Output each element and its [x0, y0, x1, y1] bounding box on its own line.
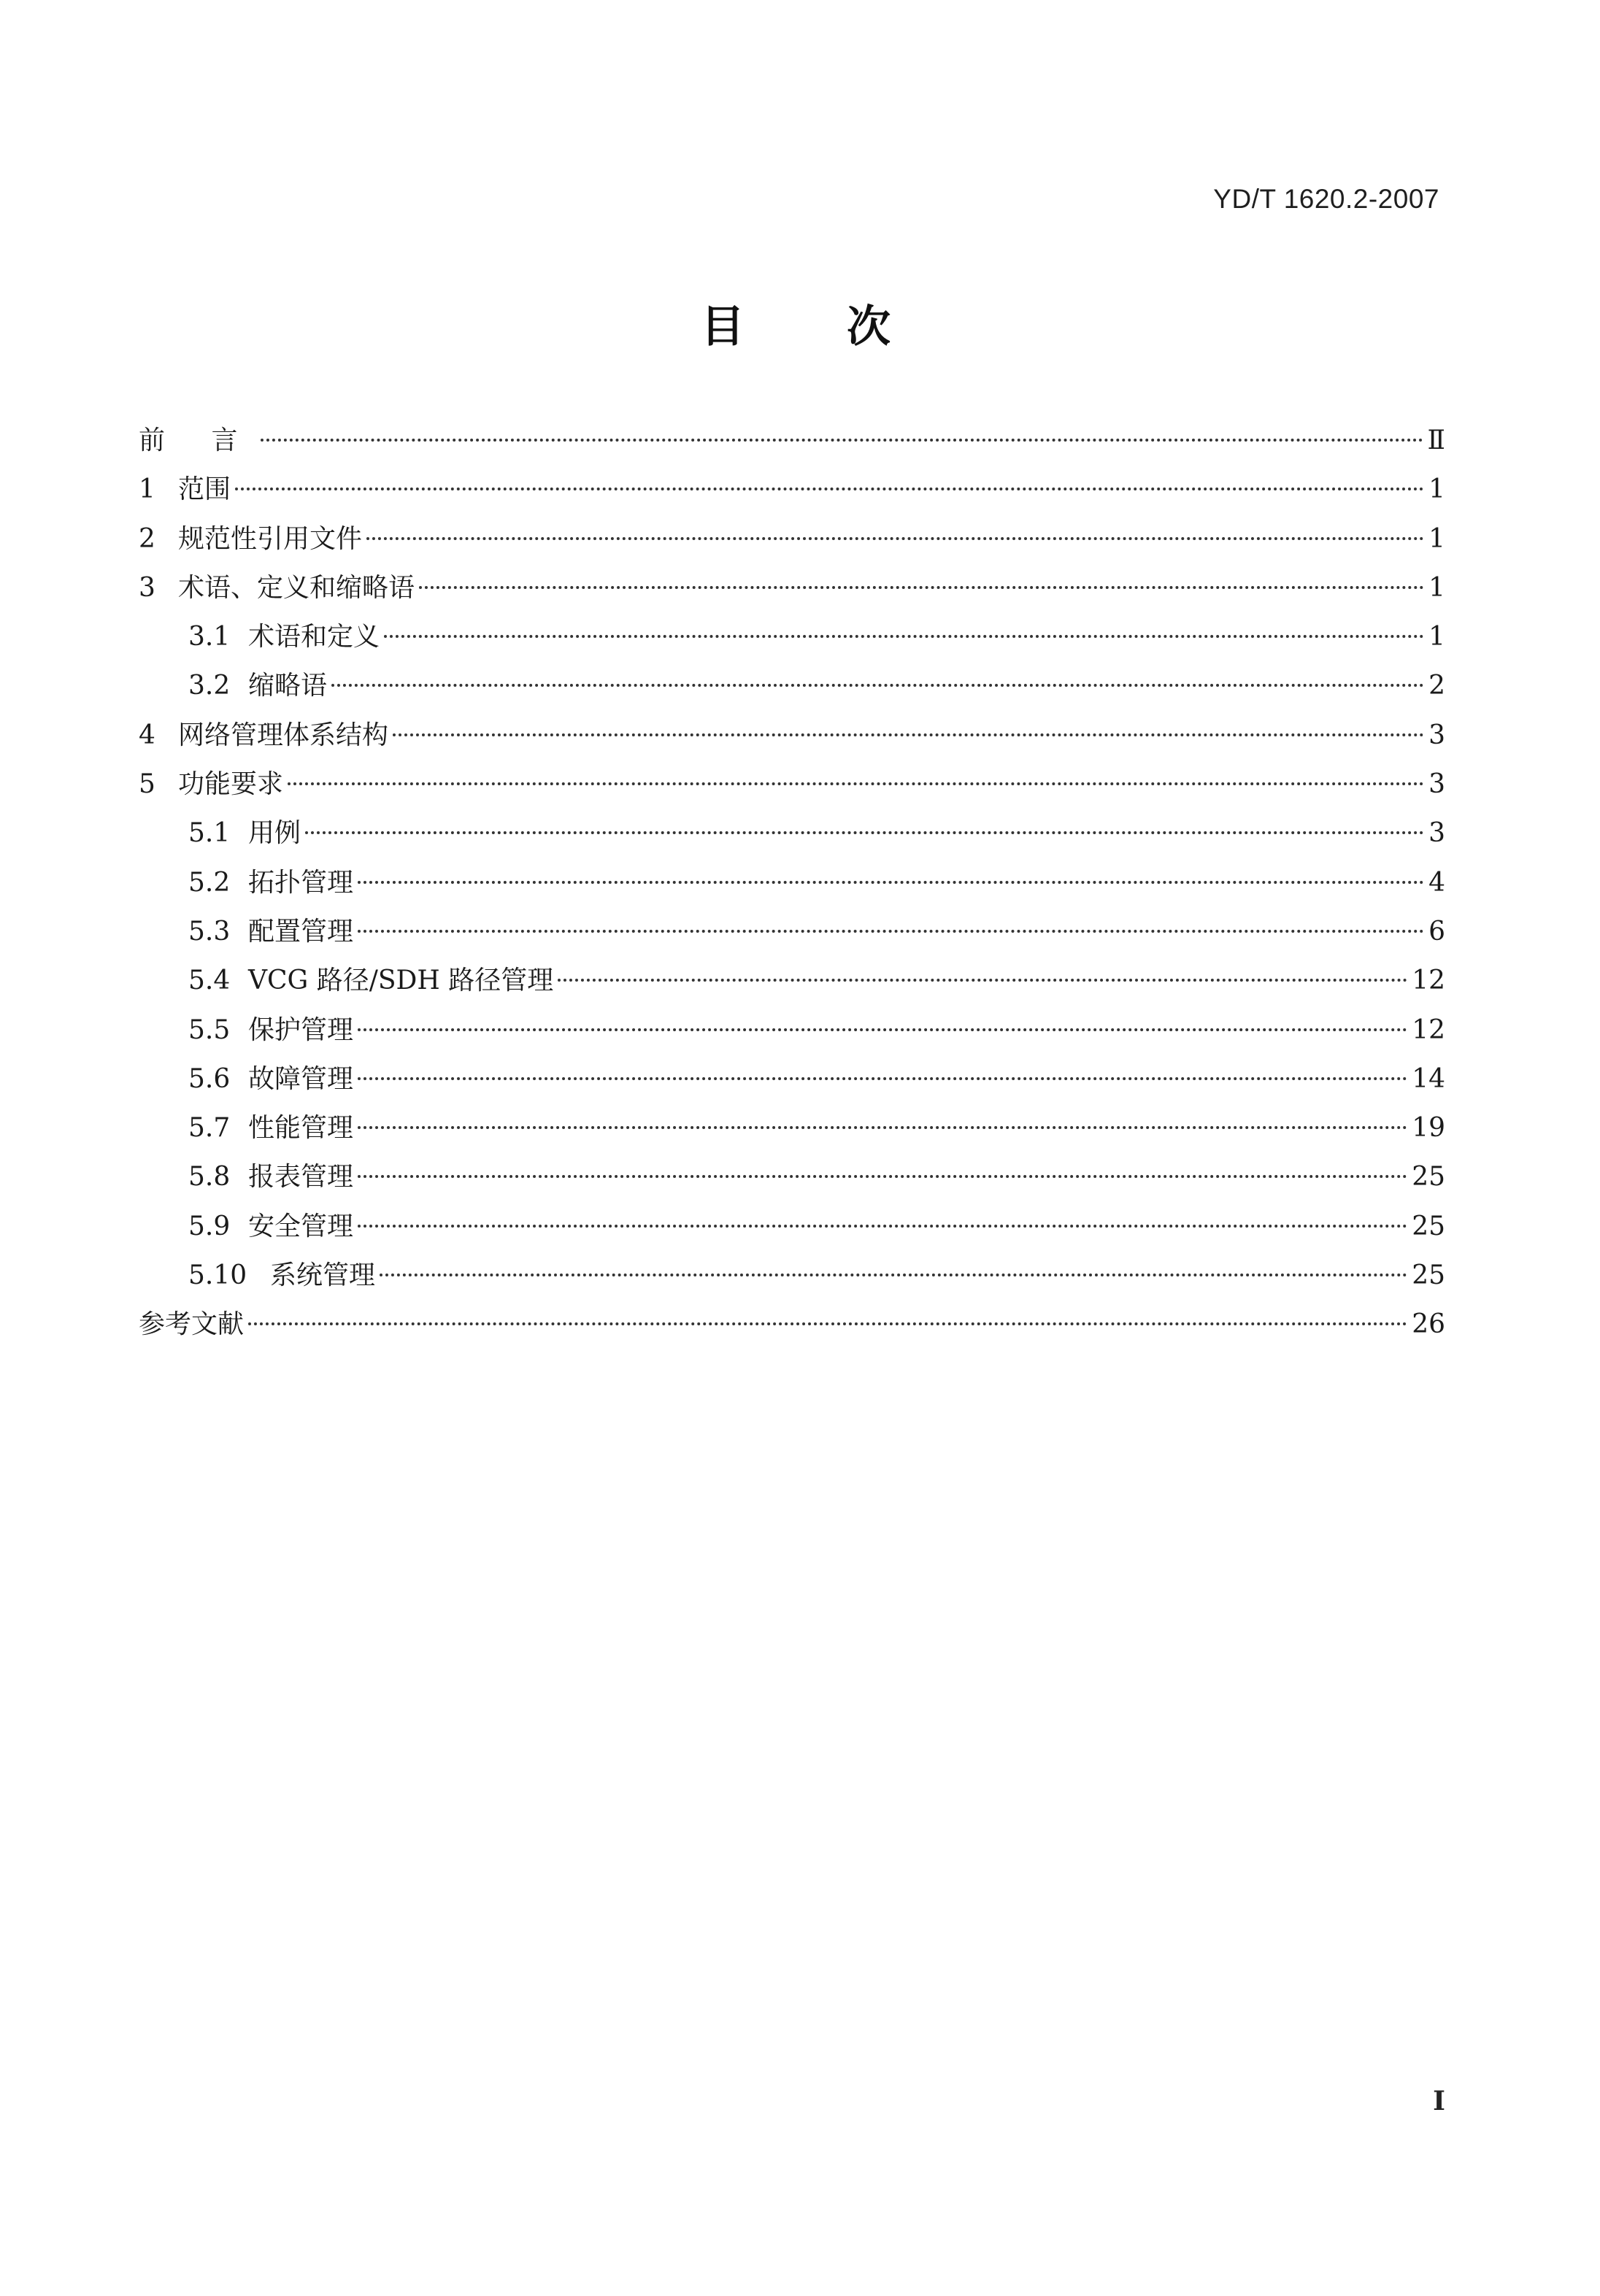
toc-entry-number: 5.3: [188, 916, 231, 947]
toc-leader-dots: [358, 1077, 1407, 1080]
toc-entry-3-1[interactable]: [139, 612, 1445, 661]
toc-leader-dots: [358, 930, 1424, 933]
toc-leader-dots: [358, 881, 1424, 884]
toc-leader-dots: [248, 1322, 1407, 1325]
toc-entry-number: 2: [139, 523, 155, 554]
toc-entry-5-5[interactable]: [139, 1006, 1445, 1055]
toc-entry-page: 26: [1412, 1309, 1445, 1340]
toc-entry-page: 1: [1428, 572, 1445, 603]
toc-entry-label: 缩略语: [248, 671, 328, 701]
toc-leader-dots: [380, 1274, 1407, 1276]
toc-entry-label: 范围: [178, 474, 231, 505]
toc-entry-label: 术语、定义和缩略语: [178, 572, 415, 603]
toc-entry-5-9[interactable]: [139, 1202, 1445, 1251]
toc-entry-label: VCG 路径/SDH 路径管理: [248, 966, 554, 996]
toc-entry-1[interactable]: [139, 465, 1445, 514]
toc-entry-number: 5: [139, 769, 155, 800]
toc-leader-dots: [305, 831, 1424, 834]
toc-entry-page: 1: [1428, 523, 1445, 554]
toc-entry-number: 3.2: [188, 671, 231, 701]
toc-entry-label: 功能要求: [178, 769, 284, 800]
toc-entry-foreword[interactable]: [139, 416, 1445, 465]
toc-leader-dots: [288, 782, 1424, 785]
toc-leader-dots: [358, 1225, 1407, 1228]
toc-entry-5-7[interactable]: [139, 1103, 1445, 1152]
toc-entry-5-10[interactable]: [139, 1251, 1445, 1300]
toc-entry-page: 2: [1428, 671, 1445, 701]
toc-entry-number: 5.2: [188, 867, 231, 898]
toc-entry-bibliography[interactable]: [139, 1300, 1445, 1349]
toc-entry-3-2[interactable]: [139, 661, 1445, 710]
toc-entry-number: 5.1: [188, 818, 231, 849]
toc-entry-page: 1: [1428, 474, 1445, 505]
toc-entry-label: 规范性引用文件: [178, 523, 363, 554]
toc-entry-label: 网络管理体系结构: [178, 720, 389, 750]
toc-entry-number: 5.9: [188, 1211, 231, 1241]
toc-entry-page: 1: [1428, 622, 1445, 652]
standard-number: YD/T 1620.2-2007: [1213, 184, 1439, 214]
toc-leader-dots: [419, 586, 1424, 589]
table-of-contents: [139, 416, 1445, 1349]
toc-entry-label: 安全管理: [248, 1211, 354, 1241]
page-title: [701, 292, 891, 355]
title-char-1: 目: [701, 301, 745, 353]
toc-leader-dots: [393, 733, 1424, 736]
toc-entry-page: 25: [1412, 1211, 1445, 1241]
toc-entry-page: 3: [1428, 769, 1445, 800]
toc-leader-dots: [558, 979, 1407, 982]
toc-entry-2[interactable]: [139, 515, 1445, 563]
toc-entry-label: 术语和定义: [248, 622, 380, 652]
toc-entry-5[interactable]: [139, 760, 1445, 809]
toc-entry-label: 性能管理: [248, 1113, 354, 1144]
toc-entry-number: 5.10: [188, 1260, 247, 1291]
toc-entry-number: 4: [139, 720, 155, 750]
toc-entry-5-8[interactable]: [139, 1152, 1445, 1201]
toc-entry-label: 故障管理: [248, 1063, 354, 1094]
toc-entry-number: 3.1: [188, 622, 231, 652]
toc-entry-number: 5.4: [188, 966, 231, 996]
toc-leader-dots: [261, 439, 1423, 442]
toc-entry-page: 6: [1428, 916, 1445, 947]
toc-entry-page: 4: [1428, 867, 1445, 898]
toc-entry-page: 3: [1428, 818, 1445, 849]
toc-entry-number: 5.7: [188, 1113, 231, 1144]
toc-entry-4[interactable]: [139, 711, 1445, 760]
toc-entry-label: 系统管理: [270, 1260, 376, 1291]
toc-entry-page: 12: [1412, 966, 1445, 996]
toc-leader-dots: [384, 635, 1424, 638]
toc-entry-label: 报表管理: [248, 1162, 354, 1193]
toc-entry-label: 前 言: [139, 425, 257, 455]
toc-leader-dots: [366, 537, 1424, 540]
toc-leader-dots: [358, 1028, 1407, 1031]
toc-entry-label: 用例: [248, 818, 301, 849]
toc-entry-5-3[interactable]: [139, 907, 1445, 956]
toc-entry-page: Ⅱ: [1427, 425, 1445, 455]
toc-leader-dots: [358, 1175, 1407, 1178]
toc-entry-3[interactable]: [139, 563, 1445, 612]
toc-entry-page: 19: [1412, 1113, 1445, 1144]
toc-entry-5-4[interactable]: [139, 956, 1445, 1005]
toc-entry-label: 拓扑管理: [248, 867, 354, 898]
toc-entry-page: 25: [1412, 1260, 1445, 1291]
title-char-2: 次: [847, 301, 891, 353]
toc-entry-page: 3: [1428, 720, 1445, 750]
page-number: I: [1433, 2086, 1445, 2116]
toc-entry-number: 3: [139, 572, 155, 603]
toc-entry-label: 配置管理: [248, 916, 354, 947]
toc-entry-page: 25: [1412, 1162, 1445, 1193]
toc-entry-number: 5.8: [188, 1162, 231, 1193]
toc-entry-number: 5.6: [188, 1063, 231, 1094]
toc-entry-number: 1: [139, 474, 155, 505]
toc-entry-5-2[interactable]: [139, 858, 1445, 907]
toc-entry-5-6[interactable]: [139, 1055, 1445, 1103]
toc-entry-label: 保护管理: [248, 1014, 354, 1045]
toc-leader-dots: [358, 1126, 1407, 1129]
toc-leader-dots: [235, 488, 1424, 490]
toc-entry-page: 14: [1412, 1063, 1445, 1094]
toc-entry-page: 12: [1412, 1014, 1445, 1045]
toc-entry-5-1[interactable]: [139, 809, 1445, 858]
toc-entry-number: 5.5: [188, 1014, 231, 1045]
toc-leader-dots: [331, 684, 1424, 687]
toc-entry-label: 参考文献: [139, 1309, 245, 1340]
